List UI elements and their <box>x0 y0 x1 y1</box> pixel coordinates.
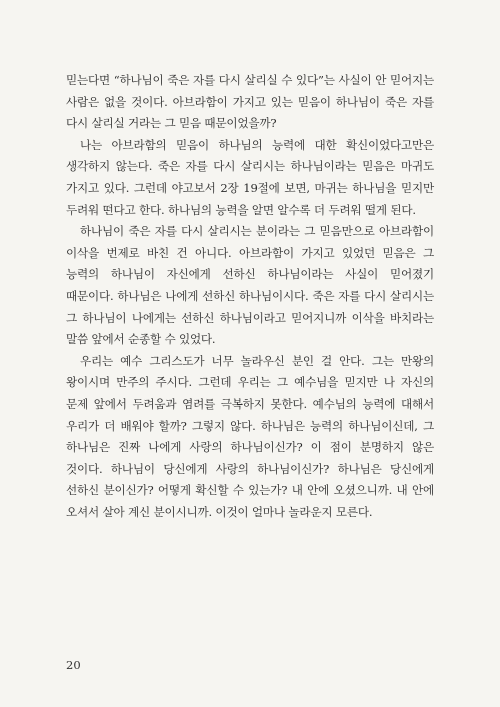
paragraph-2: 나는 아브라함의 믿음이 하나님의 능력에 대한 확신이었다고만은 생각하지 않는다. 죽은 자를 다시 살리시는 하나님이라는 믿음은 마귀도 가지고 있다. 그런데 야고보서 2장 19절에 보면, 마귀는 하나님을 믿지만 두려워 떤다고 한다. 하나님의 능력을 알면 알수록 더 두려워 떨게 된다. <box>66 137 434 217</box>
paragraph-3: 하나님이 죽은 자를 다시 살리시는 분이라는 그 믿음만으로 아브라함이 이삭을 번제로 바친 건 아니다. 아브라함이 가지고 있었던 믿음은 그 능력의 하나님이 자신에게 선하신 하나님이라는 사실이 믿어졌기 때문이다. 하나님은 나에게 선하신 하나님이시다. 죽은 자를 다시 살리시는 그 하나님이 나에게는 선하신 하나님이라고 믿어지니까 이삭을 바치라는 말씀 앞에서 순종할 수 있었다. <box>66 224 434 347</box>
paragraph-1: 믿는다면 “하나님이 죽은 자를 다시 살리실 수 있다”는 사실이 안 믿어지는 사람은 없을 것이다. 아브라함이 가지고 있는 믿음이 하나님이 죽은 자를 다시 살리실 거라는 그 믿음 때문이었을까? <box>66 73 434 131</box>
paragraph-4: 우리는 예수 그리스도가 너무 놀라우신 분인 걸 안다. 그는 만왕의 왕이시며 만주의 주시다. 그런데 우리는 그 예수님을 믿지만 나 자신의 문제 앞에서 두려움과 염려를 극복하지 못한다. 예수님의 능력에 대해서 우리가 더 배워야 할까? 그렇지 않다. 하나님은 능력의 하나님이신데, 그 하나님은 진짜 나에게 사랑의 하나님이신가? 이 점이 분명하지 않은 것이다. 하나님이 당신에게 사랑의 하나님이신가? 하나님은 당신에게 선하신 분이신가? 어떻게 확신할 수 있는가? 내 안에 오셨으니까. 내 안에 오셔서 살아 계신 분이시니까. 이것이 얼마나 놀라운지 모른다. <box>66 353 434 519</box>
page-number: 20 <box>66 658 81 672</box>
page-body <box>66 70 434 523</box>
